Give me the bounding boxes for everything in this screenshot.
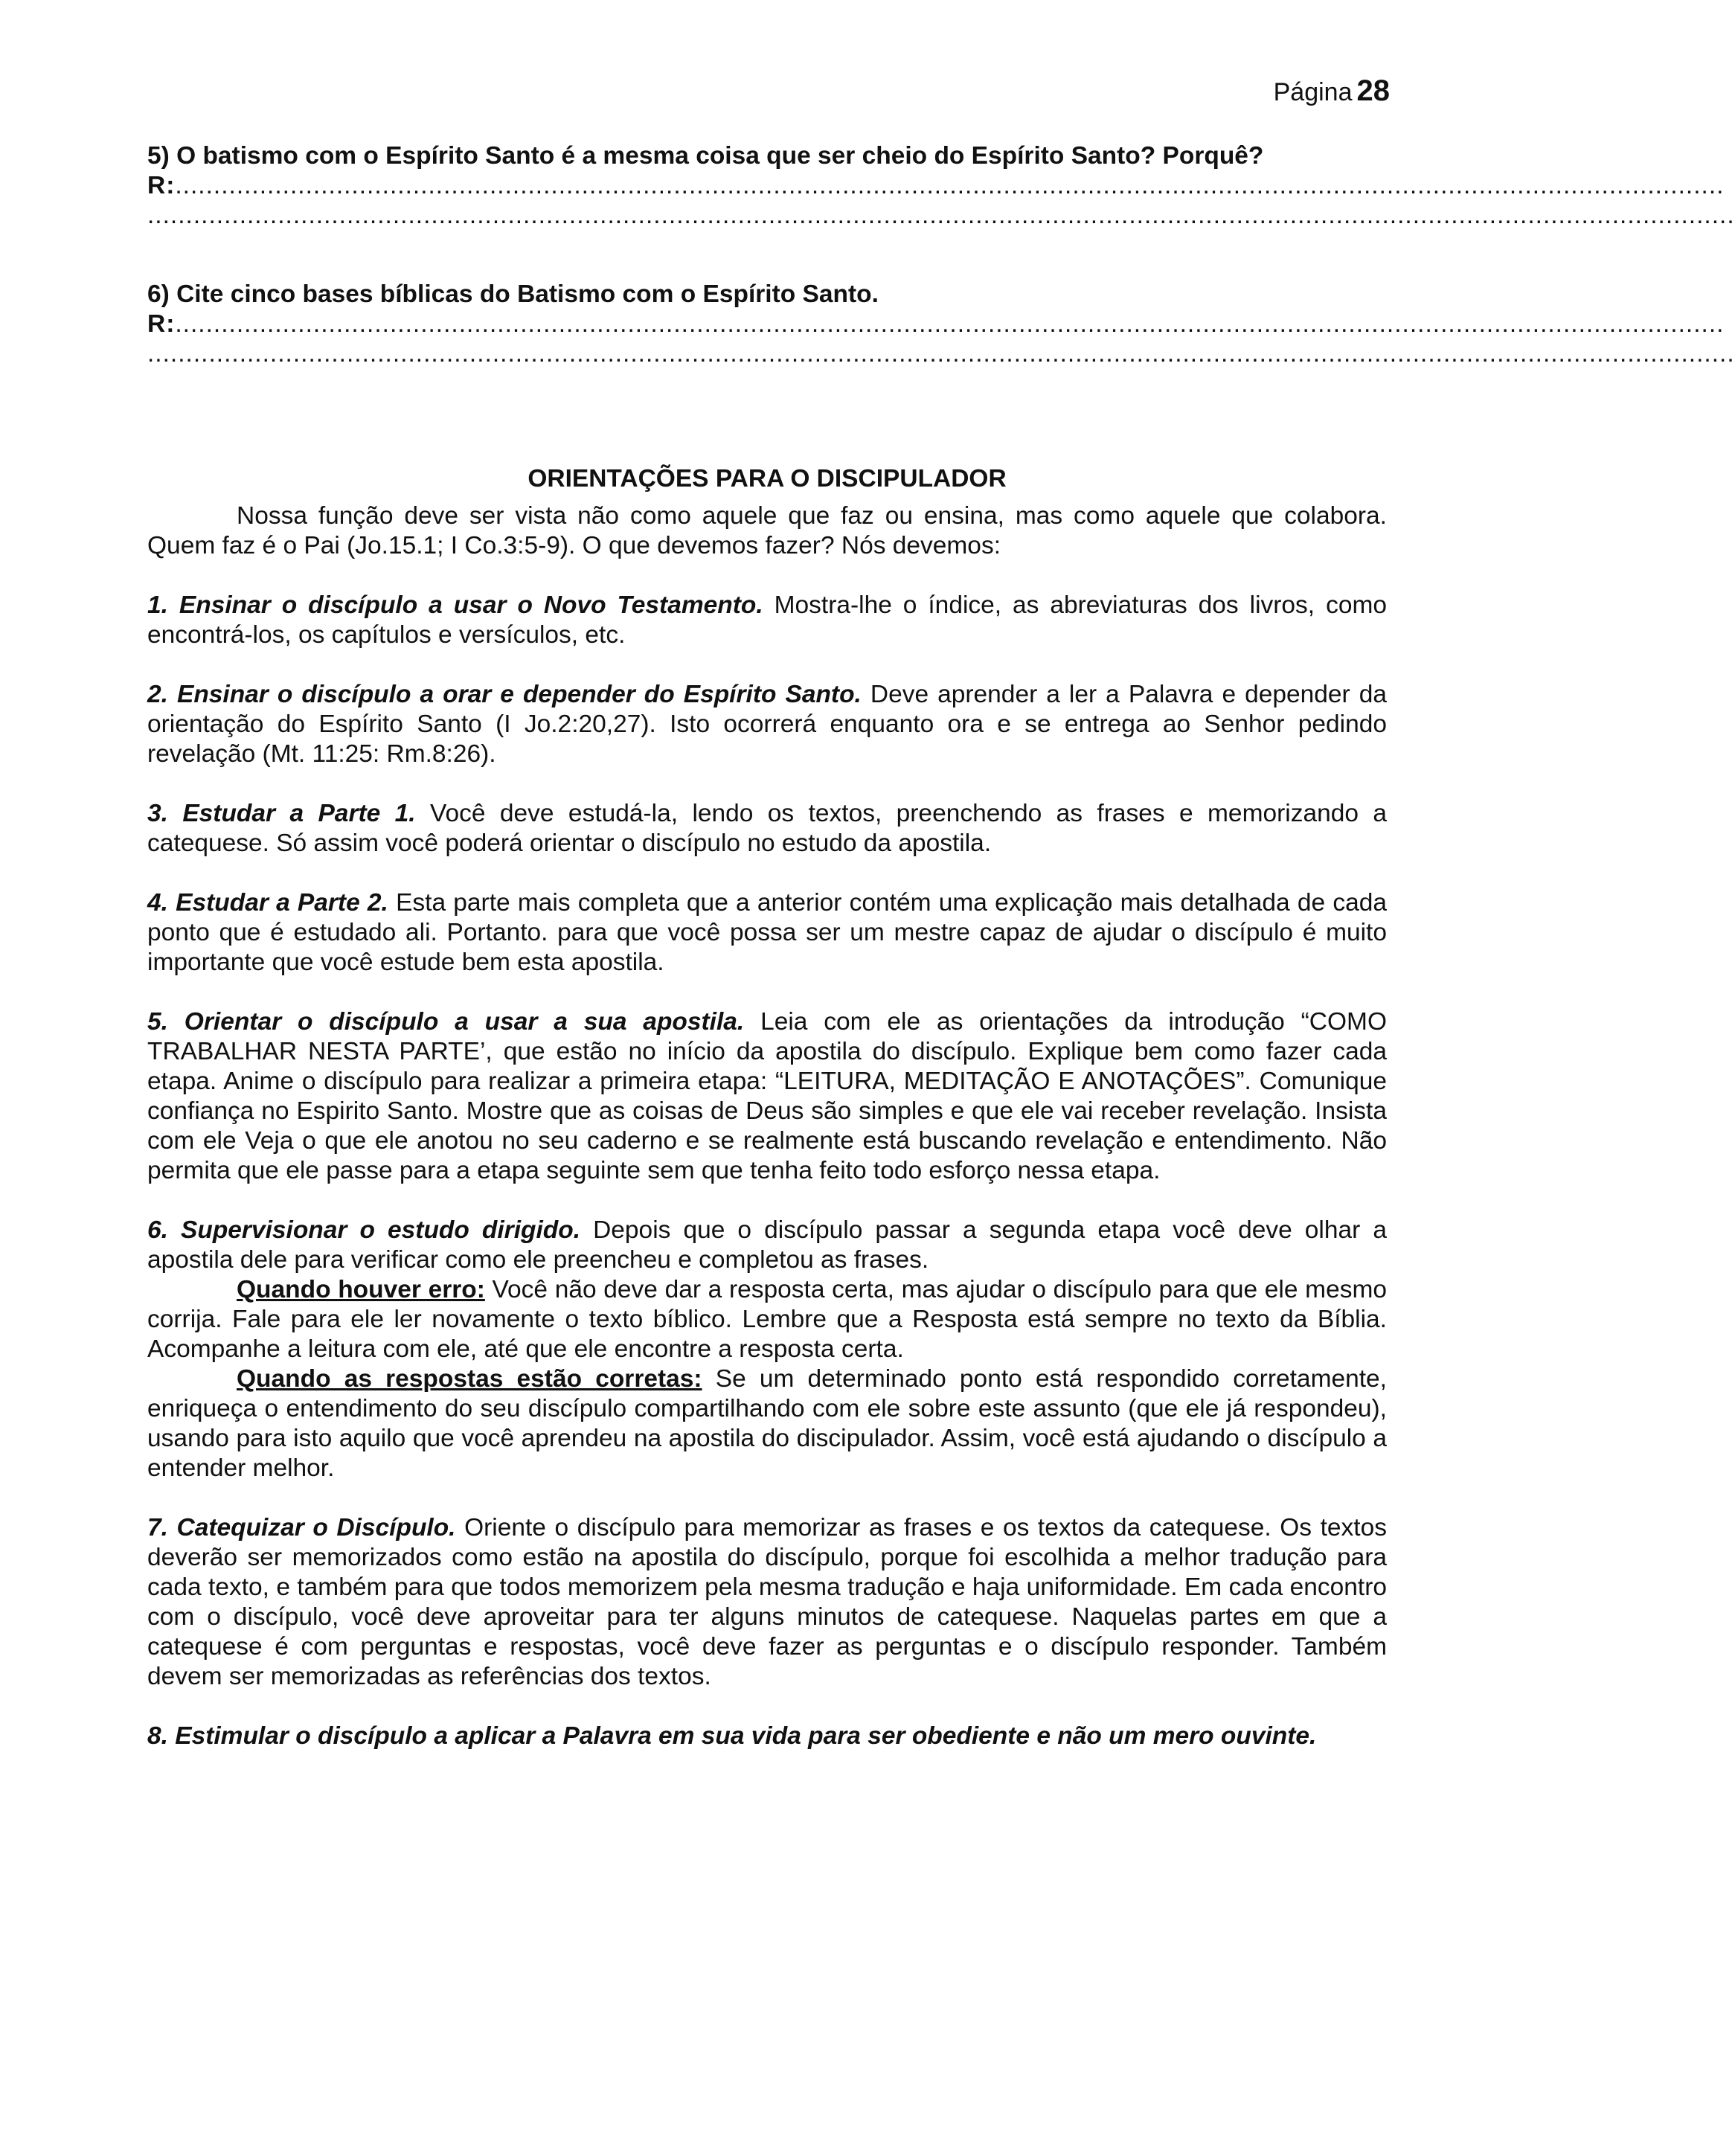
item-8 [147, 1722, 1387, 1751]
item-text: Deve aprender a ler a Palavra e depender da orientação do Espírito Santo (I Jo.2:20,27). Isto ocorrerá enquanto ora e se entrega ao Senhor pedindo revelação (Mt. 11:25: Rm.8:26). [147, 681, 1387, 768]
item-3 [147, 799, 1387, 859]
item-2 [147, 680, 1387, 769]
page-number [1274, 74, 1390, 108]
item-6-sub-error [147, 1275, 1387, 1364]
item-7 [147, 1513, 1387, 1692]
answer-label: R: [147, 172, 176, 199]
item-heading: 6. Supervisionar o estudo dirigido. [147, 1216, 581, 1244]
item-4 [147, 888, 1387, 978]
item-heading: 5. Orientar o discípulo a usar a sua apostila. [147, 1008, 745, 1036]
page-number-value: 28 [1356, 74, 1390, 107]
item-text: Você deve estudá-la, lendo os textos, preenchendo as frases e memorizando a catequese. Só assim você poderá orientar o discípulo no estudo da apostila. [147, 800, 1387, 857]
item-1 [147, 591, 1387, 650]
item-heading: 7. Catequizar o Discípulo. [147, 1514, 456, 1541]
sub-text: Você não deve dar a resposta certa, mas ajudar o discípulo para que ele mesmo corrija. Fale para ele ler novamente o texto bíblico. Lembre que a Resposta está sempre no texto da Bíblia. Acompanhe a leitura com ele, até que ele encontre a resposta certa. [147, 1276, 1387, 1363]
item-6 [147, 1216, 1387, 1275]
item-heading: 8. Estimular o discípulo a aplicar a Palavra em sua vida para ser obediente e não um mero ouvinte. [147, 1722, 1317, 1750]
intro-paragraph: Nossa função deve ser vista não como aquele que faz ou ensina, mas como aquele que colabora. Quem faz é o Pai (Jo.15.1; I Co.3:5-9). O que devemos fazer? Nós devemos: [147, 502, 1387, 559]
answer-dots: .......................................................................................................................................................................................................... [175, 172, 1725, 199]
sub-text: Se um determinado ponto está respondido corretamente, enriqueça o entendimento do seu discípulo compartilhando com ele sobre este assunto (que ele já respondeu), usando para isto aquilo que você aprendeu na apostila do discipulador. Assim, você está ajudando o discípulo a entender melhor. [147, 1365, 1387, 1482]
document-body [147, 141, 1735, 1751]
question-6 [147, 280, 1735, 369]
sub-heading: Quando as respostas estão corretas: [237, 1365, 702, 1393]
question-5 [147, 141, 1735, 231]
answer-line-2: ............................................................................................................................................................................................................... [147, 202, 1735, 229]
answer-line [147, 309, 1725, 339]
answer-label: R: [147, 310, 176, 338]
answer-line-2: ............................................................................................................................................................................................................... [147, 340, 1735, 368]
section-title: ORIENTAÇÕES PARA O DISCIPULADOR [527, 465, 1007, 493]
item-heading: 2. Ensinar o discípulo a orar e depender do Espírito Santo. [147, 681, 862, 708]
item-6-sub-correct [147, 1364, 1387, 1483]
page-label: Página [1273, 78, 1353, 106]
answer-dots: .......................................................................................................................................................................................................... [175, 310, 1725, 338]
item-heading: 3. Estudar a Parte 1. [147, 800, 416, 827]
sub-heading: Quando houver erro: [237, 1276, 485, 1303]
question-text: 6) Cite cinco bases bíblicas do Batismo com o Espírito Santo. [147, 280, 879, 308]
item-text: Depois que o discípulo passar a segunda etapa você deve olhar a apostila dele para verificar como ele preencheu e completou as frases. [147, 1216, 1387, 1274]
item-heading: 4. Estudar a Parte 2. [147, 889, 388, 917]
answer-line [147, 171, 1725, 201]
item-text: Esta parte mais completa que a anterior contém uma explicação mais detalhada de cada ponto que é estudado ali. Portanto. para que você possa ser um mestre capaz de ajudar o discípulo é muito importante que você estude bem esta apostila. [147, 889, 1387, 976]
item-text: Oriente o discípulo para memorizar as frases e os textos da catequese. Os textos deverão ser memorizados como estão na apostila do discípulo, porque foi escolhida a melhor tradução para cada texto, e também para que todos memorizem pela mesma tradução e haja uniformidade. Em cada encontro com o discípulo, você deve aproveitar para ter alguns minutos de catequese. Naquelas partes em que a catequese é com perguntas e respostas, você deve fazer as perguntas e o discípulo responder. Também devem ser memorizadas as referências dos textos. [147, 1514, 1387, 1690]
item-text: Leia com ele as orientações da introdução “COMO TRABALHAR NESTA PARTE’, que estão no início da apostila do discípulo. Explique bem como fazer cada etapa. Anime o discípulo para realizar a primeira etapa: “LEITURA, MEDITAÇÃO E ANOTAÇÕES”. Comunique confiança no Espirito Santo. Mostre que as coisas de Deus são simples e que ele vai receber revelação. Insista com ele Veja o que ele anotou no seu caderno e se realmente está buscando revelação e entendimento. Não permita que ele passe para a etapa seguinte sem que tenha feito todo esforço nessa etapa. [147, 1008, 1387, 1184]
item-5 [147, 1007, 1387, 1186]
item-text: Mostra-lhe o índice, as abreviaturas dos livros, como encontrá-los, os capítulos e versículos, etc. [147, 591, 1387, 649]
question-text: 5) O batismo com o Espírito Santo é a mesma coisa que ser cheio do Espírito Santo? Porquê? [147, 142, 1264, 170]
item-heading: 1. Ensinar o discípulo a usar o Novo Testamento. [147, 591, 763, 619]
